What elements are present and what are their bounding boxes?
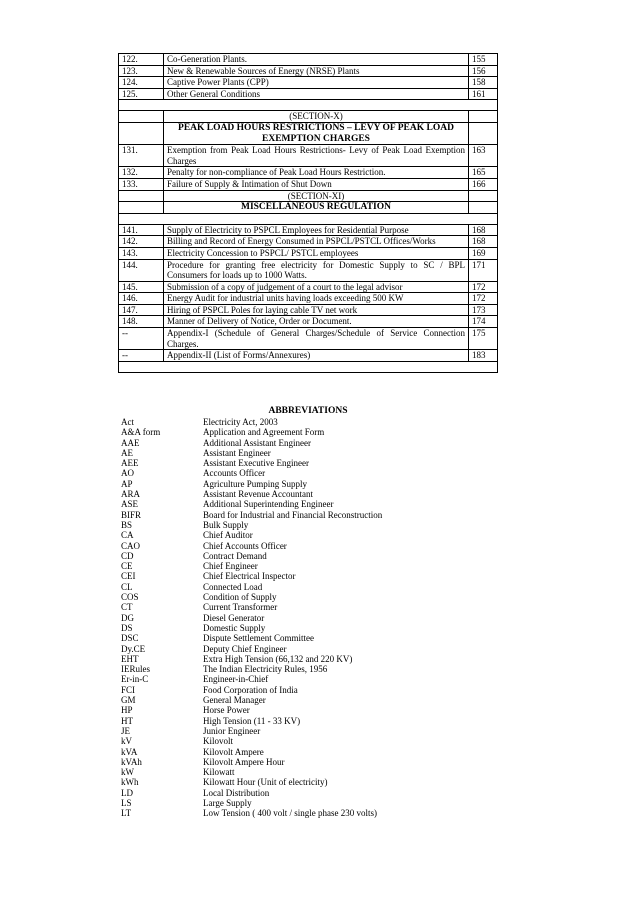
regulation-title: New & Renewable Sources of Energy (NRSE) Plants xyxy=(164,65,469,77)
section-label-row xyxy=(119,111,498,123)
abbreviation-meaning: Accounts Officer xyxy=(203,468,266,479)
abbreviation-row xyxy=(118,674,498,684)
blank-cell xyxy=(119,100,498,111)
abbreviation-row xyxy=(118,448,498,458)
regulation-number: 131. xyxy=(119,145,164,167)
contents-row xyxy=(119,281,498,293)
regulation-number: 132. xyxy=(119,167,164,179)
contents-row xyxy=(119,350,498,362)
abbreviation-row xyxy=(118,664,498,674)
page-number: 183 xyxy=(469,350,498,362)
section-label: (SECTION-XI) xyxy=(164,190,469,202)
regulation-title: Manner of Delivery of Notice, Order or Document. xyxy=(164,316,469,328)
contents-table xyxy=(118,53,498,373)
blank-cell xyxy=(119,213,498,224)
abbreviation-meaning: Chief Electrical Inspector xyxy=(203,571,296,582)
abbreviation-row xyxy=(118,695,498,705)
abbreviation-row xyxy=(118,736,498,746)
abbreviation-row xyxy=(118,571,498,581)
abbreviation-meaning: Kilovolt Ampere Hour xyxy=(203,756,285,767)
abbreviation-meaning: General Manager xyxy=(203,695,266,706)
contents-row xyxy=(119,88,498,100)
regulation-title: Procedure for granting free electricity for Domestic Supply to SC / BPL Consumers for loads up to 1000 Watts. xyxy=(164,259,469,281)
contents-row xyxy=(119,65,498,77)
regulation-title: Other General Conditions xyxy=(164,88,469,100)
regulation-number: 144. xyxy=(119,259,164,281)
abbreviation: BS xyxy=(121,519,133,530)
regulation-title: Hiring of PSPCL Poles for laying cable TV net work xyxy=(164,304,469,316)
abbreviation-row xyxy=(118,705,498,715)
regulation-title: Electricity Concession to PSPCL/ PSTCL employees xyxy=(164,247,469,259)
abbreviation: DSC xyxy=(121,633,139,644)
abbreviation-meaning: Connected Load xyxy=(203,581,263,592)
page-number: 172 xyxy=(469,293,498,305)
abbreviation-row xyxy=(118,582,498,592)
abbreviation-meaning: The Indian Electricity Rules, 1956 xyxy=(203,664,328,675)
abbreviation-meaning: Assistant Revenue Accountant xyxy=(203,489,313,500)
regulation-title: Appendix-II (List of Forms/Annexures) xyxy=(164,350,469,362)
contents-row xyxy=(119,224,498,236)
page-number: 172 xyxy=(469,281,498,293)
abbreviation-row xyxy=(118,592,498,602)
regulation-number: 148. xyxy=(119,316,164,328)
contents-row xyxy=(119,77,498,89)
section-label: (SECTION-X) xyxy=(164,111,469,123)
abbreviation-meaning: Application and Agreement Form xyxy=(203,427,325,438)
page-number: 174 xyxy=(469,316,498,328)
abbreviation-meaning: Chief Engineer xyxy=(203,561,258,572)
abbreviation-meaning: Kilovolt Ampere xyxy=(203,746,264,757)
contents-table-body xyxy=(119,54,498,373)
abbreviation: ARA xyxy=(121,489,141,500)
regulation-title: Captive Power Plants (CPP) xyxy=(164,77,469,89)
abbreviation: HT xyxy=(121,715,133,726)
abbreviation-row xyxy=(118,468,498,478)
abbreviation: LT xyxy=(121,808,132,819)
section-label-row xyxy=(119,190,498,202)
abbreviation: A&A form xyxy=(121,427,161,438)
abbreviations-table-body xyxy=(118,417,498,819)
regulation-number: 123. xyxy=(119,65,164,77)
contents-row xyxy=(119,316,498,328)
section-heading: PEAK LOAD HOURS RESTRICTIONS – LEVY OF PEAK LOAD EXEMPTION CHARGES xyxy=(164,122,469,144)
abbreviation: CT xyxy=(121,602,133,613)
abbreviation-meaning: Local Distribution xyxy=(203,787,270,798)
page-number: 158 xyxy=(469,77,498,89)
abbreviation-row xyxy=(118,767,498,777)
abbreviation-row xyxy=(118,808,498,818)
abbreviations-heading: ABBREVIATIONS xyxy=(268,406,348,416)
contents-row xyxy=(119,236,498,248)
abbreviation: kVA xyxy=(121,746,138,757)
page-number: 168 xyxy=(469,224,498,236)
abbreviation: AO xyxy=(121,468,134,479)
abbreviation: CD xyxy=(121,550,134,561)
blank-cell xyxy=(119,202,164,214)
abbreviation-row xyxy=(118,510,498,520)
page-number: 163 xyxy=(469,145,498,167)
abbreviation: kV xyxy=(121,736,132,747)
page-number: 173 xyxy=(469,304,498,316)
page-number: 165 xyxy=(469,167,498,179)
abbreviation-row xyxy=(118,654,498,664)
contents-row xyxy=(119,247,498,259)
abbreviation: kW xyxy=(121,767,134,778)
abbreviation-row xyxy=(118,726,498,736)
abbreviation: CE xyxy=(121,561,133,572)
regulation-number: 141. xyxy=(119,224,164,236)
abbreviation-row xyxy=(118,458,498,468)
abbreviation-meaning: Chief Auditor xyxy=(203,530,253,541)
abbreviation: COS xyxy=(121,592,139,603)
abbreviation-meaning: Additional Assistant Engineer xyxy=(203,437,311,448)
page-number: 171 xyxy=(469,259,498,281)
contents-row xyxy=(119,145,498,167)
abbreviation: BIFR xyxy=(121,509,142,520)
abbreviation: ASE xyxy=(121,499,139,510)
abbreviation-meaning: Large Supply xyxy=(203,797,252,808)
abbreviation: AP xyxy=(121,478,133,489)
abbreviation-meaning: Board for Industrial and Financial Reconstruction xyxy=(203,509,383,520)
abbreviation-row xyxy=(118,716,498,726)
abbreviation-meaning: Assistant Executive Engineer xyxy=(203,458,309,469)
abbreviation: JE xyxy=(121,725,130,736)
blank-cell xyxy=(469,190,498,202)
abbreviation-meaning: Deputy Chief Engineer xyxy=(203,643,287,654)
page-number: 168 xyxy=(469,236,498,248)
abbreviation: LS xyxy=(121,797,132,808)
regulation-title: Failure of Supply & Intimation of Shut Down xyxy=(164,178,469,190)
abbreviation: Dy.CE xyxy=(121,643,146,654)
abbreviation-meaning: Extra High Tension (66,132 and 220 KV) xyxy=(203,653,353,664)
page-number: 156 xyxy=(469,65,498,77)
abbreviation-meaning: Kilowatt xyxy=(203,767,235,778)
abbreviation: AEE xyxy=(121,458,139,469)
abbreviation: AE xyxy=(121,447,133,458)
abbreviation-row xyxy=(118,479,498,489)
abbreviation-row xyxy=(118,561,498,571)
page-number: 166 xyxy=(469,178,498,190)
abbreviation-row xyxy=(118,602,498,612)
abbreviation-row xyxy=(118,685,498,695)
abbreviation: DG xyxy=(121,612,134,623)
regulation-title: Energy Audit for industrial units having loads exceeding 500 KW xyxy=(164,293,469,305)
regulation-number: 133. xyxy=(119,178,164,190)
abbreviation-meaning: Junior Engineer xyxy=(203,725,261,736)
abbreviation-row xyxy=(118,788,498,798)
blank-row xyxy=(119,361,498,372)
abbreviation-meaning: Agriculture Pumping Supply xyxy=(203,478,307,489)
abbreviation-row xyxy=(118,520,498,530)
contents-row xyxy=(119,178,498,190)
regulation-number: 147. xyxy=(119,304,164,316)
regulation-title: Submission of a copy of judgement of a court to the legal advisor xyxy=(164,281,469,293)
abbreviation: HP xyxy=(121,705,133,716)
abbreviation-meaning: Electricity Act, 2003 xyxy=(203,417,278,427)
abbreviation: LD xyxy=(121,787,133,798)
blank-cell xyxy=(469,111,498,123)
page-number: 155 xyxy=(469,54,498,66)
blank-cell xyxy=(469,202,498,214)
regulation-title: Exemption from Peak Load Hours Restrictions- Levy of Peak Load Exemption Charges xyxy=(164,145,469,167)
regulation-number: -- xyxy=(119,328,164,350)
section-heading: MISCELLANEOUS REGULATION xyxy=(164,202,469,214)
regulation-number: 125. xyxy=(119,88,164,100)
contents-row xyxy=(119,54,498,66)
section-heading-row xyxy=(119,202,498,214)
abbreviation: CAO xyxy=(121,540,141,551)
regulation-number: 124. xyxy=(119,77,164,89)
blank-cell xyxy=(119,190,164,202)
regulation-title: Penalty for non-compliance of Peak Load Hours Restriction. xyxy=(164,167,469,179)
contents-row xyxy=(119,293,498,305)
abbreviation: IERules xyxy=(121,664,150,675)
abbreviation-row xyxy=(118,541,498,551)
abbreviation: AAE xyxy=(121,437,140,448)
abbreviation-row xyxy=(118,757,498,767)
regulation-title: Supply of Electricity to PSPCL Employees for Residential Purpose xyxy=(164,224,469,236)
abbreviation-row xyxy=(118,644,498,654)
abbreviation: CEI xyxy=(121,571,136,582)
abbreviation: CL xyxy=(121,581,133,592)
abbreviation-meaning: Kilowatt Hour (Unit of electricity) xyxy=(203,777,328,788)
abbreviation-meaning: Low Tension ( 400 volt / single phase 230 volts) xyxy=(203,808,377,819)
abbreviation: Act xyxy=(121,417,134,427)
abbreviation-meaning: Domestic Supply xyxy=(203,622,266,633)
abbreviation-row xyxy=(118,613,498,623)
abbreviation-meaning: Contract Demand xyxy=(203,550,267,561)
regulation-number: 143. xyxy=(119,247,164,259)
abbreviation-meaning: Dispute Settlement Committee xyxy=(203,633,314,644)
abbreviation-meaning: Current Transformer xyxy=(203,602,278,613)
abbreviation: CA xyxy=(121,530,134,541)
abbreviation-row xyxy=(118,798,498,808)
contents-row xyxy=(119,259,498,281)
section-heading-row xyxy=(119,122,498,144)
abbreviation-row xyxy=(118,499,498,509)
blank-cell xyxy=(469,122,498,144)
abbreviation-row xyxy=(118,747,498,757)
abbreviation: Er-in-C xyxy=(121,674,149,685)
regulation-title: Appendix-I (Schedule of General Charges/Schedule of Service Connection Charges. xyxy=(164,328,469,350)
abbreviation: kVAh xyxy=(121,756,142,767)
abbreviation-row xyxy=(118,438,498,448)
abbreviation-meaning: Kilovolt xyxy=(203,736,234,747)
contents-row xyxy=(119,304,498,316)
abbreviation-meaning: Diesel Generator xyxy=(203,612,265,623)
page-number: 169 xyxy=(469,247,498,259)
blank-row xyxy=(119,100,498,111)
page-number: 175 xyxy=(469,328,498,350)
abbreviation-meaning: Condition of Supply xyxy=(203,592,277,603)
abbreviation: DS xyxy=(121,622,133,633)
abbreviation-meaning: Engineer-in-Chief xyxy=(203,674,269,685)
abbreviation-meaning: Food Corporation of India xyxy=(203,684,298,695)
abbreviation-meaning: Additional Superintending Engineer xyxy=(203,499,334,510)
abbreviation-row xyxy=(118,427,498,437)
abbreviation-row xyxy=(118,489,498,499)
blank-cell xyxy=(119,122,164,144)
abbreviation: EHT xyxy=(121,653,139,664)
abbreviation-meaning: Assistant Engineer xyxy=(203,447,271,458)
regulation-number: 122. xyxy=(119,54,164,66)
abbreviation-meaning: Bulk Supply xyxy=(203,519,249,530)
abbreviation-meaning: High Tension (11 - 33 KV) xyxy=(203,715,301,726)
abbreviation: kWh xyxy=(121,777,139,788)
regulation-number: -- xyxy=(119,350,164,362)
abbreviation: GM xyxy=(121,695,136,706)
abbreviation-row xyxy=(118,417,498,427)
regulation-title: Co-Generation Plants. xyxy=(164,54,469,66)
blank-cell xyxy=(119,361,498,372)
regulation-number: 142. xyxy=(119,236,164,248)
abbreviation-row xyxy=(118,777,498,787)
page-number: 161 xyxy=(469,88,498,100)
abbreviation-meaning: Chief Accounts Officer xyxy=(203,540,287,551)
regulation-number: 145. xyxy=(119,281,164,293)
abbreviation-row xyxy=(118,530,498,540)
abbreviation-row xyxy=(118,633,498,643)
abbreviation-row xyxy=(118,623,498,633)
regulation-number: 146. xyxy=(119,293,164,305)
abbreviation: FCI xyxy=(121,684,136,695)
blank-cell xyxy=(119,111,164,123)
contents-row xyxy=(119,167,498,179)
abbreviation-meaning: Horse Power xyxy=(203,705,250,716)
regulation-title: Billing and Record of Energy Consumed in PSPCL/PSTCL Offices/Works xyxy=(164,236,469,248)
abbreviation-row xyxy=(118,551,498,561)
contents-row xyxy=(119,328,498,350)
blank-row xyxy=(119,213,498,224)
abbreviations-table xyxy=(118,417,498,819)
